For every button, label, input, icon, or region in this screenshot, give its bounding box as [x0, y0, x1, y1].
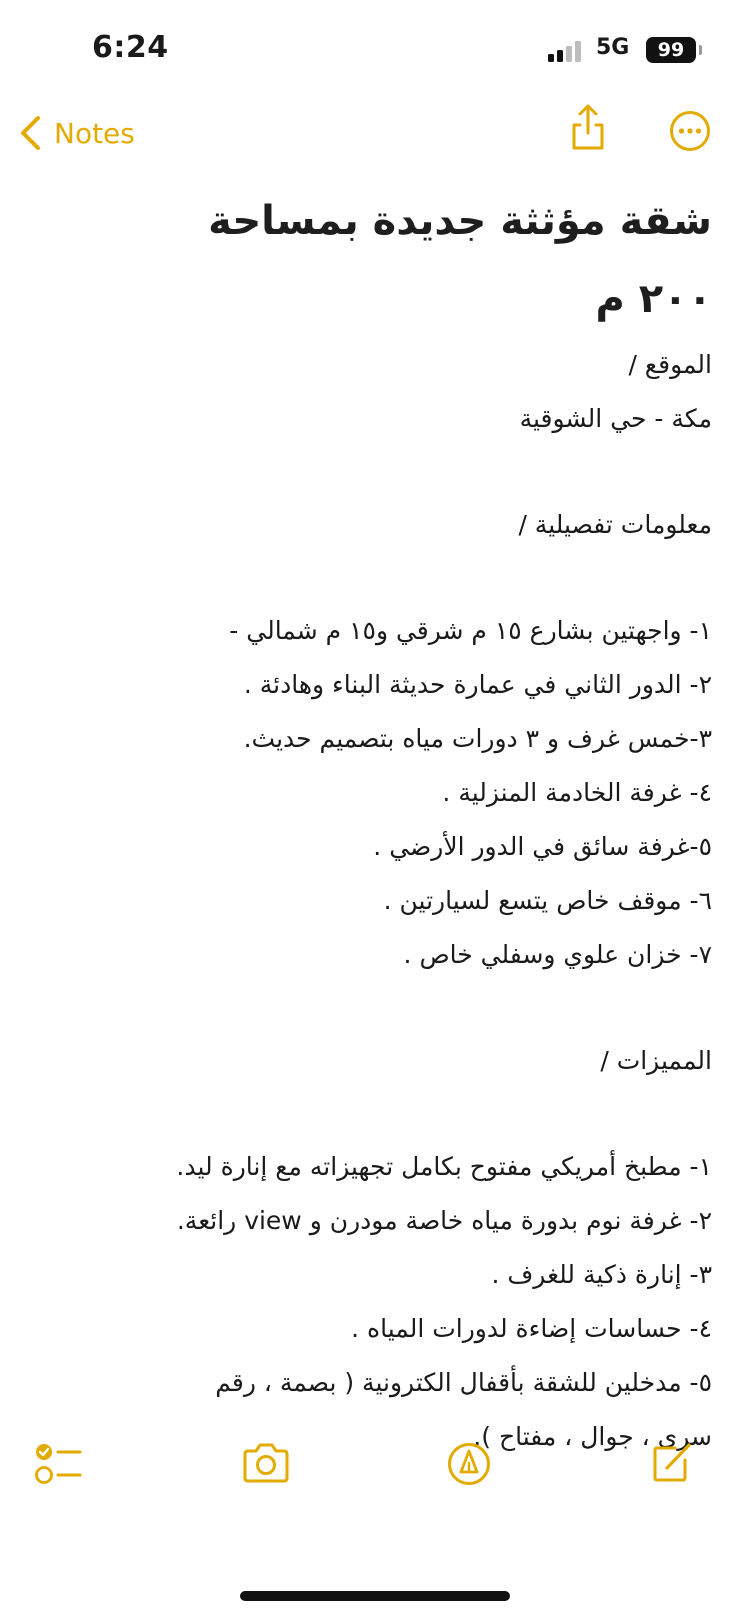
bottom-toolbar: [0, 1440, 750, 1510]
note-line: الموقع /: [628, 350, 712, 379]
chevron-left-icon: [14, 113, 48, 153]
battery-nub: [699, 45, 702, 55]
markup-icon[interactable]: [447, 1442, 491, 1486]
back-button[interactable]: [14, 113, 135, 153]
share-icon[interactable]: [568, 101, 608, 151]
note-line: ١- واجهتين بشارع ١٥ م شرقي و١٥ م شمالي -: [229, 616, 712, 645]
compose-icon[interactable]: [651, 1440, 693, 1484]
note-line: ٣-خمس غرف و ٣ دورات مياه بتصميم حديث.: [243, 724, 712, 753]
network-type: 5G: [596, 35, 630, 60]
battery-icon: 99: [646, 37, 696, 63]
note-line: مكة - حي الشوقية: [519, 404, 712, 433]
back-label: Notes: [54, 116, 135, 150]
home-indicator[interactable]: [240, 1591, 510, 1601]
note-line: ٥-غرفة سائق في الدور الأرضي .: [373, 832, 712, 861]
note-line: ٢- غرفة نوم بدورة مياه خاصة مودرن و view رائعة.: [176, 1206, 712, 1235]
note-line: معلومات تفصيلية /: [518, 510, 712, 539]
blank-line: [44, 552, 712, 604]
blank-line: [44, 982, 712, 1034]
note-line: ٣- إنارة ذكية للغرف .: [491, 1260, 712, 1289]
note-line: ٦- موقف خاص يتسع لسيارتين .: [383, 886, 712, 915]
cellular-signal-icon: [548, 40, 584, 62]
note-lines: [44, 338, 712, 1464]
camera-icon[interactable]: [241, 1442, 291, 1484]
note-line: ٧- خزان علوي وسفلي خاص .: [403, 940, 712, 969]
note-line: ٢- الدور الثاني في عمارة حديثة البناء وهادئة .: [243, 670, 712, 699]
status-bar: [0, 0, 750, 100]
note-title-line: ٢٠٠ م: [595, 276, 712, 322]
note-body[interactable]: [44, 182, 712, 1464]
note-title: [44, 182, 712, 338]
note-line: ١- مطبخ أمريكي مفتوح بكامل تجهيزاته مع إنارة ليد.: [176, 1152, 712, 1181]
blank-line: [44, 1088, 712, 1140]
note-line: ٤- غرفة الخادمة المنزلية .: [442, 778, 712, 807]
note-line: المميزات /: [600, 1046, 712, 1075]
note-title-line: شقة مؤثثة جديدة بمساحة: [208, 198, 712, 244]
note-line: ٥- مدخلين للشقة بأقفال الكترونية ( بصمة ، رقم: [215, 1368, 712, 1397]
blank-line: [44, 446, 712, 498]
note-line: ٤- حساسات إضاءة لدورات المياه .: [351, 1314, 712, 1343]
note-line: سرى ، جوال ، مفتاح ).: [473, 1422, 712, 1451]
more-options-icon[interactable]: [669, 110, 711, 152]
status-time: 6:24: [92, 30, 169, 65]
checklist-icon[interactable]: [34, 1442, 82, 1486]
